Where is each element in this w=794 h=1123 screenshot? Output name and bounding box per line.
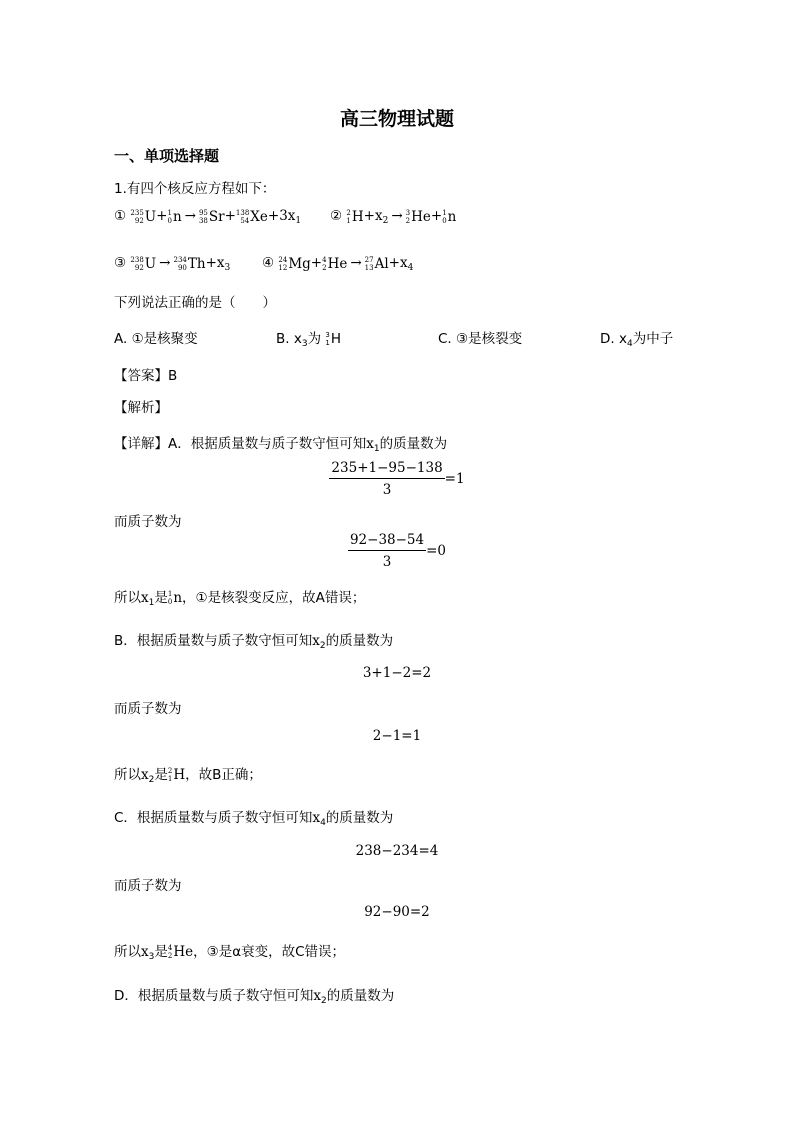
plus-sign: + [430, 208, 443, 224]
reaction-row-1 [114, 208, 301, 226]
subscript: 1 [295, 216, 302, 226]
option-a[interactable]: A. ①是核聚变 [114, 331, 198, 347]
nuclide-th234: 234 90 Th [173, 255, 206, 272]
answer-label: 【答案】B [114, 368, 178, 384]
plus-sign: + [224, 208, 236, 224]
reaction-row-2 [330, 208, 456, 226]
conclusion-b: 所以$x_2$是 2 1 H ，故B正确； [114, 767, 262, 785]
nuclide-u235: 235 92 U [130, 208, 157, 225]
proton-text-2: 而质子数为 [114, 701, 182, 717]
nuclide-sr95: 95 38 Sr [198, 208, 225, 225]
detail-a: 【详解】A．根据质量数与质子数守恒可知$x_1$的质量数为 [114, 436, 448, 454]
proton-text-3: 而质子数为 [114, 878, 182, 894]
reaction-3-marker: ③ [114, 255, 127, 271]
arrow-icon: → [184, 208, 196, 224]
arrow-icon: → [159, 255, 171, 271]
reaction-4-product: +x [388, 255, 408, 271]
reaction-1-marker: ① [114, 208, 127, 224]
detail-d: D．根据质量数与质子数守恒可知$x_2$的质量数为 [114, 988, 395, 1006]
nuclide-neutron: 1 0 n [442, 208, 457, 225]
reaction-row-4 [262, 255, 413, 273]
nuclide-neutron: 1 0 n [167, 208, 182, 225]
plus-sign: + [310, 255, 323, 271]
option-c[interactable]: C. ③是核裂变 [438, 331, 523, 347]
equation-6: 92−90=2 [364, 904, 430, 920]
nuclide-he4: 4 2 He [322, 255, 348, 272]
equation-2: $\frac{92-38-54}{3}$ =0 [349, 532, 447, 570]
equation-4: 2−1=1 [372, 728, 422, 744]
detail-c: C．根据质量数与质子数守恒可知$x_4$的质量数为 [114, 810, 394, 828]
nuclide-h2: 2 1 H [346, 208, 364, 225]
equation-1: $\frac{235+1-95-138}{3}$ =1 [331, 460, 465, 498]
option-b[interactable]: B. $x_3$为 3 1 H [276, 331, 341, 349]
nuclide-he3: 3 2 He [405, 208, 431, 225]
reaction-2-unknown: +x [363, 208, 383, 224]
reaction-row-3 [114, 255, 230, 273]
plus-sign: + [156, 208, 168, 224]
question-stem: 1.有四个核反应方程如下： [114, 181, 276, 197]
reaction-2-marker: ② [330, 208, 343, 224]
analysis-label: 【解析】 [114, 400, 168, 416]
question-ask: 下列说法正确的是（ ） [114, 295, 276, 311]
nuclide-xe138: 138 54 Xe [235, 208, 268, 225]
nuclide-u238: 238 92 U [130, 255, 157, 272]
nuclide-al27: 27 13 Al [364, 255, 389, 272]
page-title: 高三物理试题 [339, 108, 454, 130]
nuclide-mg24: 24 12 Mg [278, 255, 311, 272]
equation-5: 238−234=4 [355, 843, 439, 859]
proton-text-1: 而质子数为 [114, 514, 182, 530]
detail-b: B．根据质量数与质子数守恒可知$x_2$的质量数为 [114, 633, 394, 651]
subscript: 4 [407, 263, 414, 273]
reaction-3-product: +x [205, 255, 225, 271]
equation-3: 3+1−2=2 [362, 665, 432, 681]
reaction-1-product: +3x [267, 208, 296, 224]
arrow-icon: → [391, 208, 403, 224]
subscript: 2 [382, 216, 389, 226]
reaction-4-marker: ④ [262, 255, 275, 271]
option-d[interactable]: D. $x_4$为中子 [600, 331, 674, 349]
section-heading: 一、单项选择题 [114, 147, 220, 165]
subscript: 3 [224, 263, 231, 273]
conclusion-c: 所以$x_3$是 4 2 He ，③是α衰变，故C错误； [114, 944, 346, 962]
conclusion-a: 所以$x_1$是 1 0 n ，①是核裂变反应，故A错误； [114, 590, 366, 608]
arrow-icon: → [350, 255, 362, 271]
